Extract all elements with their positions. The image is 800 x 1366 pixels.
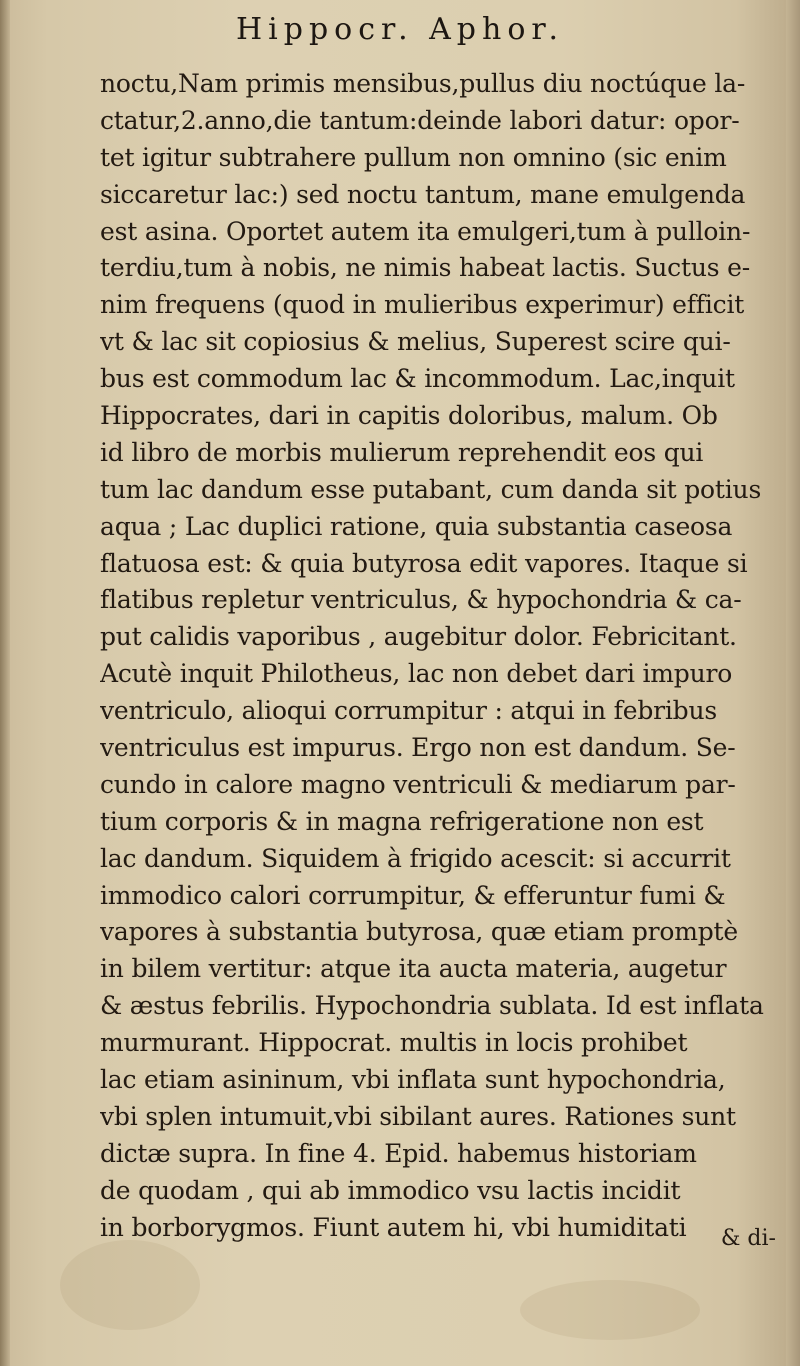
- paper-stain: [520, 1280, 700, 1340]
- text-line: siccaretur lac:) sed noctu tantum, mane emulgenda: [100, 179, 746, 209]
- text-line: in bilem vertitur: atque ita aucta materia, augetur: [100, 954, 727, 984]
- text-line: Acutè inquit Philotheus, lac non debet dari impuro: [100, 659, 733, 689]
- text-line: lac dandum. Siquidem à frigido acescit: si accurrit: [100, 843, 731, 873]
- text-line: bus est commodum lac & incommodum. Lac,inquit: [100, 364, 735, 394]
- text-line: ventriculus est impurus. Ergo non est dandum. Se-: [100, 733, 736, 763]
- text-line: immodico calori corrumpitur, & efferuntur fumi &: [100, 880, 726, 910]
- text-line: vt & lac sit copiosius & melius, Superest scire qui-: [100, 327, 731, 357]
- text-line: ctatur,2.anno,die tantum:deinde labori datur: opor-: [100, 105, 740, 135]
- text-line: put calidis vaporibus , augebitur dolor. Febricitant.: [100, 622, 737, 652]
- text-line: Hippocrates, dari in capitis doloribus, malum. Ob: [100, 401, 718, 431]
- paper-stain: [60, 1240, 200, 1330]
- text-line: & æstus febrilis. Hypochondria sublata. Id est inflata: [100, 991, 764, 1021]
- text-line: terdiu,tum à nobis, ne nimis habeat lactis. Suctus e-: [100, 253, 750, 283]
- text-line: murmurant. Hippocrat. multis in locis prohibet: [100, 1028, 688, 1058]
- text-line: vbi splen intumuit,vbi sibilant aures. Rationes sunt: [100, 1101, 736, 1131]
- text-line: noctu,Nam primis mensibus,pullus diu noctúque la-: [100, 69, 746, 98]
- text-line: de quodam , qui ab immodico vsu lactis incidit: [100, 1175, 681, 1205]
- text-line: ventriculo, alioqui corrumpitur : atqui in febribus: [100, 696, 717, 726]
- text-line: in borborygmos. Fiunt autem hi, vbi humiditati: [100, 1212, 687, 1242]
- text-line: tium corporis & in magna refrigeratione non est: [100, 806, 704, 836]
- page-gutter: [0, 0, 10, 1366]
- text-line: aqua ; Lac duplici ratione, quia substantia caseosa: [100, 511, 733, 541]
- text-line: tum lac dandum esse putabant, cum danda sit potius: [100, 474, 762, 504]
- text-line: vapores à substantia butyrosa, quæ etiam promptè: [100, 917, 738, 947]
- text-line: tet igitur subtrahere pullum non omnino (sic enim: [100, 142, 727, 172]
- text-line: lac etiam asininum, vbi inflata sunt hypochondria,: [100, 1065, 726, 1095]
- running-head: Hippocr. Aphor.: [236, 12, 564, 47]
- text-line: cundo in calore magno ventriculi & mediarum par-: [100, 769, 736, 799]
- text-line: nim frequens (quod in mulieribus experimur) efficit: [100, 290, 745, 320]
- body-text: [100, 66, 790, 1247]
- text-line: est asina. Oportet autem ita emulgeri,tum à pulloin-: [100, 216, 751, 246]
- text-line: flatuosa est: & quia butyrosa edit vapores. Itaque si: [100, 548, 748, 578]
- text-line: dictæ supra. In fine 4. Epid. habemus historiam: [100, 1138, 697, 1168]
- text-line: flatibus repletur ventriculus, & hypochondria & ca-: [100, 585, 742, 615]
- catchword: & di-: [720, 1226, 776, 1251]
- text-line: id libro de morbis mulierum reprehendit eos qui: [100, 437, 704, 467]
